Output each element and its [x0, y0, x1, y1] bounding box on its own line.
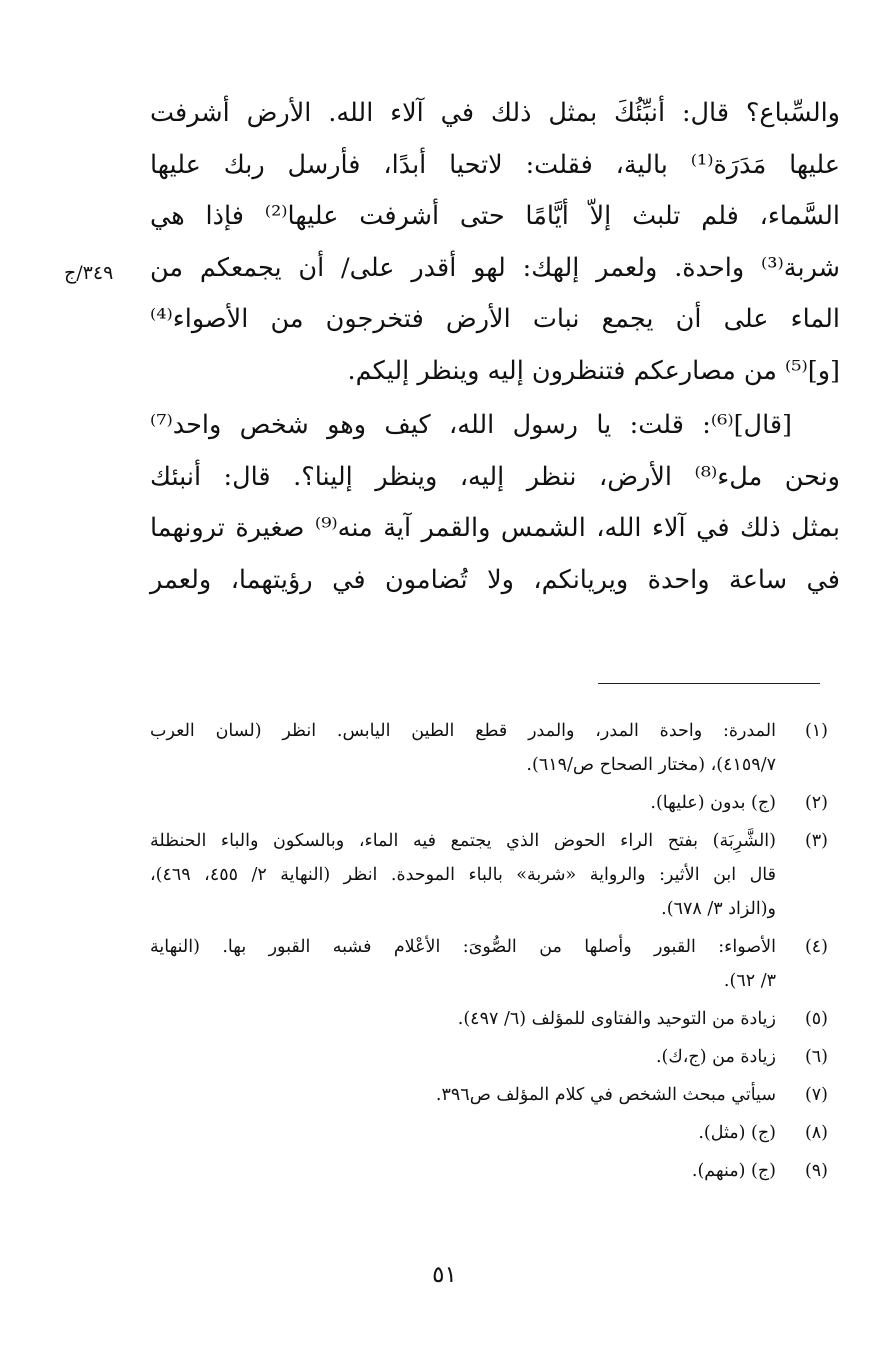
- text-line: السَّماء، فلم تلبث إلاّ أيَّامًا حتى أشرفت عليها⁽²⁾ فإذا هي: [150, 201, 841, 231]
- footnote-number: (٣): [804, 831, 828, 851]
- footnote-number: (٤): [804, 937, 828, 957]
- footnote-text: (الشَّرِبَة) بفتح الراء الحوض الذي يجتمع فيه الماء، وبالسكون والباء الحنظلة: [150, 831, 776, 851]
- footnote-number: (٨): [804, 1123, 828, 1143]
- footnote-number: (٧): [804, 1085, 828, 1105]
- text-line: [قال]⁽⁶⁾: قلت: يا رسول الله، كيف وهو شخص واحد⁽⁷⁾: [150, 410, 792, 440]
- footnote-number: (١): [804, 721, 828, 741]
- footnote-text: (ج) (منهم).: [691, 1161, 776, 1181]
- footnote-text: (ج) (مثل).: [698, 1123, 776, 1143]
- footnote-5: [150, 1002, 840, 1036]
- paragraph-2: [150, 400, 840, 606]
- text-line: ونحن ملء⁽⁸⁾ الأرض، ننظر إليه، وينظر إلينا؟. قال: أنبئك: [150, 461, 840, 492]
- text-line: الماء على أن يجمع نبات الأرض فتخرجون من الأصواء⁽⁴⁾: [150, 304, 840, 334]
- footnote-2: [150, 786, 840, 820]
- footnote-1: [150, 714, 840, 782]
- footnote-text: سيأتي مبحث الشخص في كلام المؤلف ص٣٩٦.: [435, 1085, 776, 1105]
- page-number: ٥١: [432, 1262, 457, 1288]
- footnote-number: (٢): [804, 793, 828, 813]
- text-line: [و]⁽⁵⁾ من مصارعكم فتنظرون إليه وينظر إليكم.: [347, 355, 840, 386]
- text-line: شربة⁽³⁾ واحدة. ولعمر إلهك: لهو أقدر على/ أن يجمعكم من: [150, 252, 840, 283]
- footnote-text: ٣/ ٦٢).: [723, 971, 776, 991]
- footnote-4: [150, 930, 840, 998]
- text-line: بمثل ذلك في آلاء الله، الشمس والقمر آية منه⁽⁹⁾ صغيرة ترونهما: [150, 513, 840, 543]
- footnote-text: ٤١٥٩/٧)، (مختار الصحاح ص/٦١٩).: [526, 755, 776, 775]
- footnotes: [150, 714, 840, 1192]
- footnote-8: [150, 1116, 840, 1150]
- footnote-text: زيادة من (ج،ك).: [655, 1047, 776, 1067]
- footnote-text: المدرة: واحدة المدر، والمدر قطع الطين اليابس. انظر (لسان العرب: [150, 721, 776, 741]
- footnote-3: [150, 824, 840, 926]
- paragraph-1: [150, 88, 840, 397]
- footnote-text: و(الزاد ٣/ ٦٧٨).: [661, 899, 776, 919]
- footnote-6: [150, 1040, 840, 1074]
- footnote-number: (٥): [804, 1009, 828, 1029]
- footnote-text: (ج) بدون (عليها).: [650, 793, 776, 813]
- margin-manuscript-ref: ٣٤٩/ج: [64, 262, 114, 284]
- text-line: عليها مَدَرَة⁽¹⁾ بالية، فقلت: لاتحيا أبدًا، فأرسل ربك عليها: [150, 149, 840, 180]
- footnote-text: زيادة من التوحيد والفتاوى للمؤلف (٦/ ٤٩٧).: [457, 1009, 776, 1029]
- footnote-number: (٦): [804, 1047, 828, 1067]
- footnote-7: [150, 1078, 840, 1112]
- footnote-divider: [598, 683, 820, 684]
- text-line: والسِّباع؟ قال: أنبِّئُكَ بمثل ذلك في آلاء الله. الأرض أشرفت: [150, 98, 840, 128]
- footnote-number: (٩): [804, 1161, 828, 1181]
- text-line: في ساعة واحدة ويريانكم، ولا تُضامون في رؤيتهما، ولعمر: [150, 564, 840, 595]
- footnote-9: [150, 1154, 840, 1188]
- footnote-text: الأصواء: القبور وأصلها من الصُّوىَ: الأعْلام فشبه القبور بها. (النهاية: [150, 937, 776, 957]
- footnote-text: قال ابن الأثير: والرواية «شربة» بالباء الموحدة. انظر (النهاية ٢/ ٤٥٥، ٤٦٩)،: [150, 865, 777, 885]
